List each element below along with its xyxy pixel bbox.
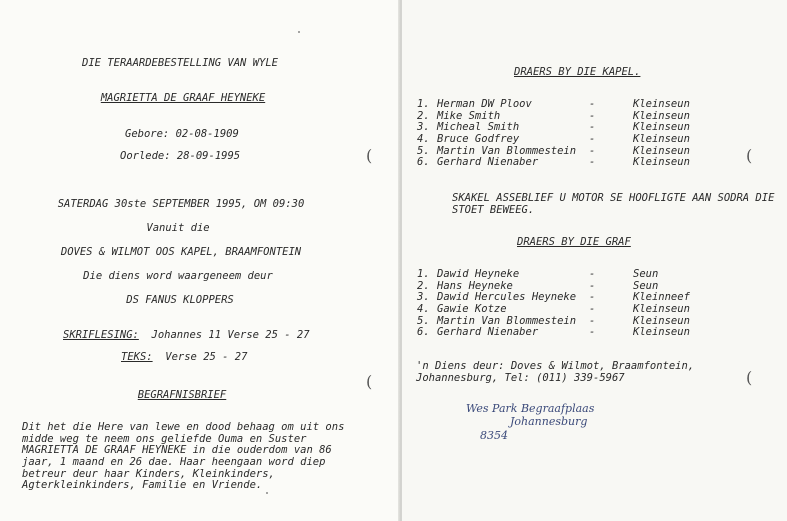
punch-mark: (	[746, 368, 753, 387]
footer-line: Johannesburg, Tel: (011) 339-5967	[416, 372, 625, 384]
scripture-reading	[63, 329, 310, 342]
headlights-notice-line: SKAKEL ASSEBLIEF U MOTOR SE HOOFLIGTE AAN SODRA DIE	[452, 192, 775, 204]
grave-bearers-list	[417, 269, 757, 339]
list-item: 3. Dawid Hercules Heyneke - Kleinneef	[417, 291, 690, 304]
scripture-value: Johannes 11 Verse 25 - 27	[151, 329, 310, 341]
list-item: 3. Micheal Smith - Kleinseun	[417, 121, 690, 134]
list-item: 5. Martin Van Blommestein - Kleinseun	[417, 314, 690, 327]
list-item: 1. Herman DW Ploov - Kleinseun	[417, 98, 690, 110]
list-item: 2. Mike Smith - Kleinseun	[417, 109, 690, 122]
text-value: Verse 25 - 27	[165, 351, 248, 363]
birth-date: Gebore: 02-08-1909	[125, 128, 239, 140]
paper-speck	[298, 31, 300, 33]
right-page	[402, 0, 787, 521]
text-label: TEKS:	[121, 351, 153, 363]
punch-mark: (	[366, 372, 373, 391]
sermon-text	[121, 351, 247, 364]
letter-line: Dit het die Here van lewe en dood behaag om uit ons	[22, 421, 345, 433]
grave-bearers-heading: DRAERS BY DIE GRAF	[517, 236, 631, 248]
letter-heading: BEGRAFNISBRIEF	[137, 389, 227, 401]
chapel-bearers-list	[417, 99, 757, 169]
chapel-bearers-heading: DRAERS BY DIE KAPEL.	[514, 66, 641, 78]
handwritten-note: Johannesburg	[510, 415, 588, 428]
document-title: DIE TERAARDEBESTELLING VAN WYLE	[82, 57, 278, 69]
headlights-notice-line: STOET BEWEEG.	[452, 204, 535, 216]
paper-speck	[266, 492, 268, 494]
deceased-name: MAGRIETTA DE GRAAF HEYNEKE	[100, 92, 266, 104]
punch-mark: (	[746, 146, 753, 165]
letter-line: jaar, 1 maand en 26 dae. Haar heengaan word diep	[22, 456, 326, 469]
letter-line: Agterkleinkinders, Familie en Vriende.	[22, 479, 263, 492]
service-date: SATERDAG 30ste SEPTEMBER 1995, OM 09:30	[57, 198, 305, 210]
list-item: 1. Dawid Heyneke - Seun	[417, 268, 659, 280]
service-by: Die diens word waargeneem deur	[83, 270, 273, 282]
scripture-label: SKRIFLESING:	[63, 329, 139, 341]
punch-mark: (	[366, 146, 373, 165]
list-item: 6. Gerhard Nienaber - Kleinseun	[417, 326, 690, 339]
death-date: Oorlede: 28-09-1995	[120, 150, 241, 162]
list-item: 5. Martin Van Blommestein - Kleinseun	[417, 144, 690, 157]
list-item: 6. Gerhard Nienaber - Kleinseun	[417, 156, 690, 169]
list-item: 2. Hans Heyneke - Seun	[417, 279, 659, 292]
handwritten-note: Wes Park Begraafplaas	[466, 402, 595, 415]
letter-line: betreur deur haar Kinders, Kleinkinders,	[22, 467, 275, 480]
list-item: 4. Gawie Kotze - Kleinseun	[417, 303, 690, 316]
list-item: 4. Bruce Godfrey - Kleinseun	[417, 133, 690, 146]
minister-name: DS FANUS KLOPPERS	[126, 294, 234, 306]
letter-line: midde weg te neem ons geliefde Ouma en Suster	[22, 432, 307, 445]
venue: DOVES & WILMOT OOS KAPEL, BRAAMFONTEIN	[60, 246, 302, 258]
letter-line: MAGRIETTA DE GRAAF HEYNEKE in die ouderdom van 86	[22, 444, 332, 457]
handwritten-note: 8354	[480, 429, 508, 442]
funeral-letter	[22, 422, 382, 492]
from-text: Vanuit die	[146, 222, 210, 234]
footer-line: 'n Diens deur: Doves & Wilmot, Braamfontein,	[416, 360, 695, 372]
